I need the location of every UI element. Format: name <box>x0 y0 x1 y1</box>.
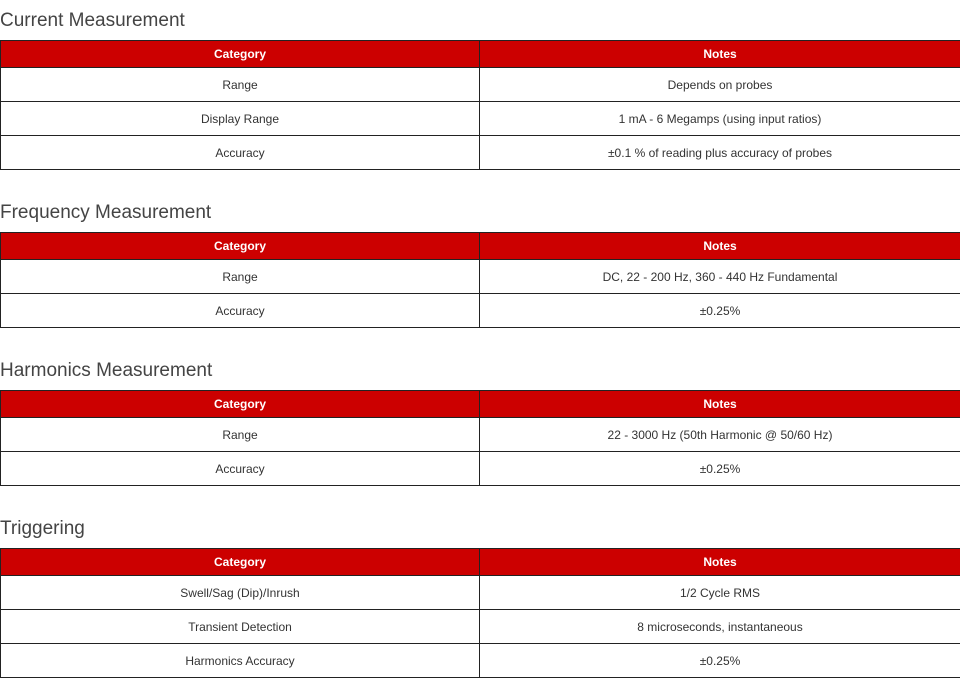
table-row <box>1 644 960 678</box>
notes-cell: ±0.1 % of reading plus accuracy of probes <box>480 136 960 170</box>
notes-cell: DC, 22 - 200 Hz, 360 - 440 Hz Fundamental <box>480 260 960 294</box>
triggering-table <box>0 548 960 678</box>
category-cell: Accuracy <box>1 294 480 328</box>
section-title-harmonics-measurement: Harmonics Measurement <box>0 359 212 383</box>
notes-cell: ±0.25% <box>480 452 960 486</box>
category-cell: Accuracy <box>1 136 480 170</box>
table-header-row <box>1 41 960 68</box>
table-header-row <box>1 233 960 260</box>
category-cell: Swell/Sag (Dip)/Inrush <box>1 576 480 610</box>
column-header-category: Category <box>1 233 480 260</box>
column-header-category: Category <box>1 391 480 418</box>
table-row <box>1 576 960 610</box>
current-measurement-table <box>0 40 960 170</box>
column-header-notes: Notes <box>480 391 960 418</box>
section-title-frequency-measurement: Frequency Measurement <box>0 201 211 225</box>
notes-cell: 22 - 3000 Hz (50th Harmonic @ 50/60 Hz) <box>480 418 960 452</box>
table-row <box>1 452 960 486</box>
table-row <box>1 418 960 452</box>
column-header-notes: Notes <box>480 41 960 68</box>
table-row <box>1 102 960 136</box>
notes-cell: Depends on probes <box>480 68 960 102</box>
category-cell: Display Range <box>1 102 480 136</box>
table-header-row <box>1 391 960 418</box>
column-header-notes: Notes <box>480 549 960 576</box>
column-header-category: Category <box>1 41 480 68</box>
frequency-measurement-table <box>0 232 960 328</box>
notes-cell: ±0.25% <box>480 294 960 328</box>
harmonics-measurement-table <box>0 390 960 486</box>
category-cell: Range <box>1 418 480 452</box>
category-cell: Range <box>1 260 480 294</box>
table-row <box>1 610 960 644</box>
table-header-row <box>1 549 960 576</box>
category-cell: Transient Detection <box>1 610 480 644</box>
notes-cell: 1 mA - 6 Megamps (using input ratios) <box>480 102 960 136</box>
table-row <box>1 260 960 294</box>
notes-cell: 1/2 Cycle RMS <box>480 576 960 610</box>
notes-cell: 8 microseconds, instantaneous <box>480 610 960 644</box>
category-cell: Harmonics Accuracy <box>1 644 480 678</box>
section-title-current-measurement: Current Measurement <box>0 9 185 33</box>
column-header-category: Category <box>1 549 480 576</box>
column-header-notes: Notes <box>480 233 960 260</box>
section-title-triggering: Triggering <box>0 517 85 541</box>
category-cell: Range <box>1 68 480 102</box>
table-row <box>1 294 960 328</box>
category-cell: Accuracy <box>1 452 480 486</box>
notes-cell: ±0.25% <box>480 644 960 678</box>
table-row <box>1 136 960 170</box>
table-row <box>1 68 960 102</box>
